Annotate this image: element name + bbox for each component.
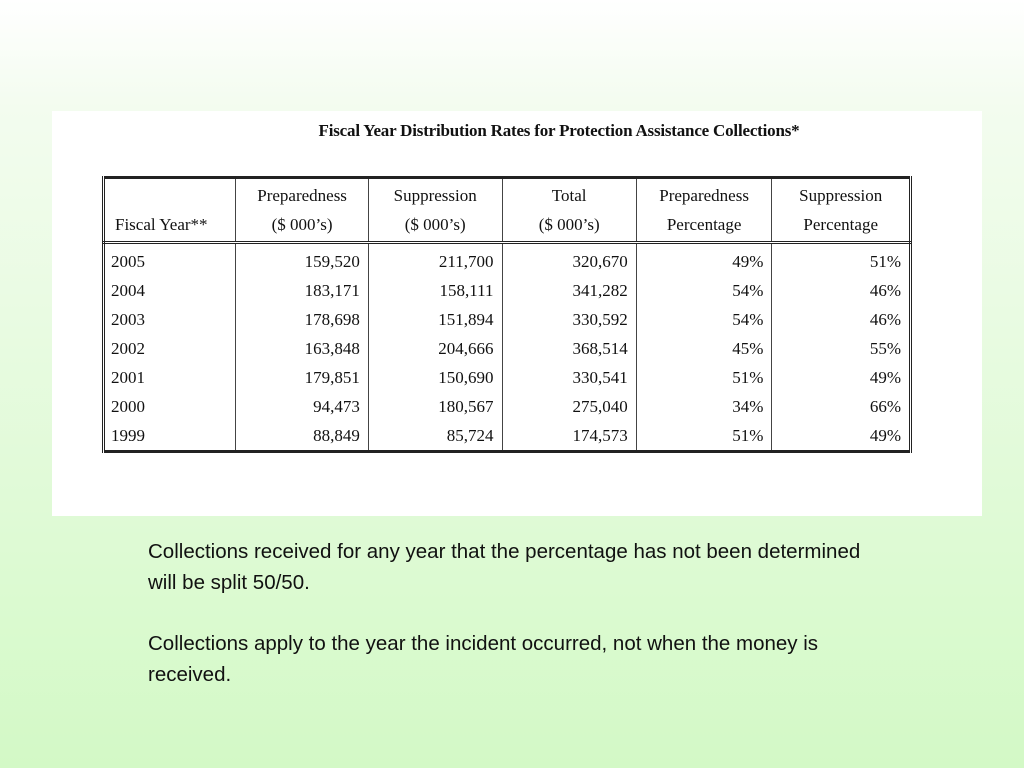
cell-total: 341,282 xyxy=(502,276,636,305)
column-header-line1: Suppression xyxy=(393,186,477,205)
cell-total: 320,670 xyxy=(502,243,636,277)
table-row xyxy=(104,276,911,305)
column-header-line1 xyxy=(115,181,229,210)
column-header-suppression-percentage xyxy=(772,178,911,243)
table-row xyxy=(104,392,911,421)
column-header-suppression xyxy=(368,178,502,243)
column-header-total xyxy=(502,178,636,243)
note-incident-year-rule: Collections apply to the year the incident occurred, not when the money is received. xyxy=(148,632,819,686)
cell-preparedness: 183,171 xyxy=(236,276,369,305)
column-header-line2: ($ 000’s) xyxy=(538,215,600,234)
cell-total: 174,573 xyxy=(502,421,636,452)
cell-suppression-percentage: 51% xyxy=(772,243,911,277)
cell-fiscal-year: 2001 xyxy=(104,363,236,392)
column-header-line1: Suppression xyxy=(799,186,883,205)
cell-suppression-percentage: 55% xyxy=(772,334,911,363)
cell-preparedness-percentage: 49% xyxy=(636,243,772,277)
cell-suppression: 204,666 xyxy=(368,334,502,363)
column-header-line1: Preparedness xyxy=(659,186,749,205)
table-row xyxy=(104,421,911,452)
cell-suppression: 180,567 xyxy=(368,392,502,421)
cell-suppression: 85,724 xyxy=(368,421,502,452)
cell-preparedness-percentage: 54% xyxy=(636,305,772,334)
cell-total: 368,514 xyxy=(502,334,636,363)
cell-fiscal-year: 1999 xyxy=(104,421,236,452)
cell-preparedness: 94,473 xyxy=(236,392,369,421)
table-body xyxy=(104,243,911,452)
cell-preparedness: 179,851 xyxy=(236,363,369,392)
table-row xyxy=(104,243,911,277)
cell-suppression-percentage: 46% xyxy=(772,305,911,334)
cell-suppression-percentage: 49% xyxy=(772,363,911,392)
distribution-rates-table xyxy=(102,176,912,453)
cell-preparedness-percentage: 51% xyxy=(636,421,772,452)
column-header-line2: Percentage xyxy=(803,215,878,234)
cell-total: 275,040 xyxy=(502,392,636,421)
table-row xyxy=(104,363,911,392)
cell-suppression: 158,111 xyxy=(368,276,502,305)
cell-total: 330,541 xyxy=(502,363,636,392)
column-header-line2: ($ 000’s) xyxy=(271,215,333,234)
cell-suppression-percentage: 49% xyxy=(772,421,911,452)
cell-preparedness-percentage: 51% xyxy=(636,363,772,392)
column-header-line1: Preparedness xyxy=(257,186,347,205)
table-row xyxy=(104,334,911,363)
cell-preparedness: 163,848 xyxy=(236,334,369,363)
cell-suppression: 151,894 xyxy=(368,305,502,334)
table-title: Fiscal Year Distribution Rates for Protection Assistance Collections* xyxy=(318,121,800,140)
column-header-line1: Total xyxy=(551,186,587,205)
column-header-line2: ($ 000’s) xyxy=(404,215,466,234)
column-header-preparedness-percentage xyxy=(636,178,772,243)
column-header-line2: Percentage xyxy=(666,215,742,234)
cell-preparedness-percentage: 34% xyxy=(636,392,772,421)
column-header-preparedness xyxy=(236,178,369,243)
table-panel xyxy=(52,111,982,516)
cell-suppression-percentage: 66% xyxy=(772,392,911,421)
note-split-rule: Collections received for any year that the percentage has not been determined will be split 50/50. xyxy=(148,540,861,594)
cell-fiscal-year: 2002 xyxy=(104,334,236,363)
table-row xyxy=(104,305,911,334)
cell-preparedness-percentage: 54% xyxy=(636,276,772,305)
cell-preparedness-percentage: 45% xyxy=(636,334,772,363)
cell-total: 330,592 xyxy=(502,305,636,334)
cell-fiscal-year: 2005 xyxy=(104,243,236,277)
table-header-row xyxy=(104,178,911,243)
cell-preparedness: 159,520 xyxy=(236,243,369,277)
cell-suppression: 211,700 xyxy=(368,243,502,277)
cell-fiscal-year: 2004 xyxy=(104,276,236,305)
cell-suppression-percentage: 46% xyxy=(772,276,911,305)
cell-fiscal-year: 2003 xyxy=(104,305,236,334)
cell-preparedness: 88,849 xyxy=(236,421,369,452)
cell-preparedness: 178,698 xyxy=(236,305,369,334)
notes-section xyxy=(148,536,868,720)
cell-fiscal-year: 2000 xyxy=(104,392,236,421)
column-header-line2: Fiscal Year** xyxy=(115,215,208,234)
column-header-fiscal-year xyxy=(104,178,236,243)
cell-suppression: 150,690 xyxy=(368,363,502,392)
